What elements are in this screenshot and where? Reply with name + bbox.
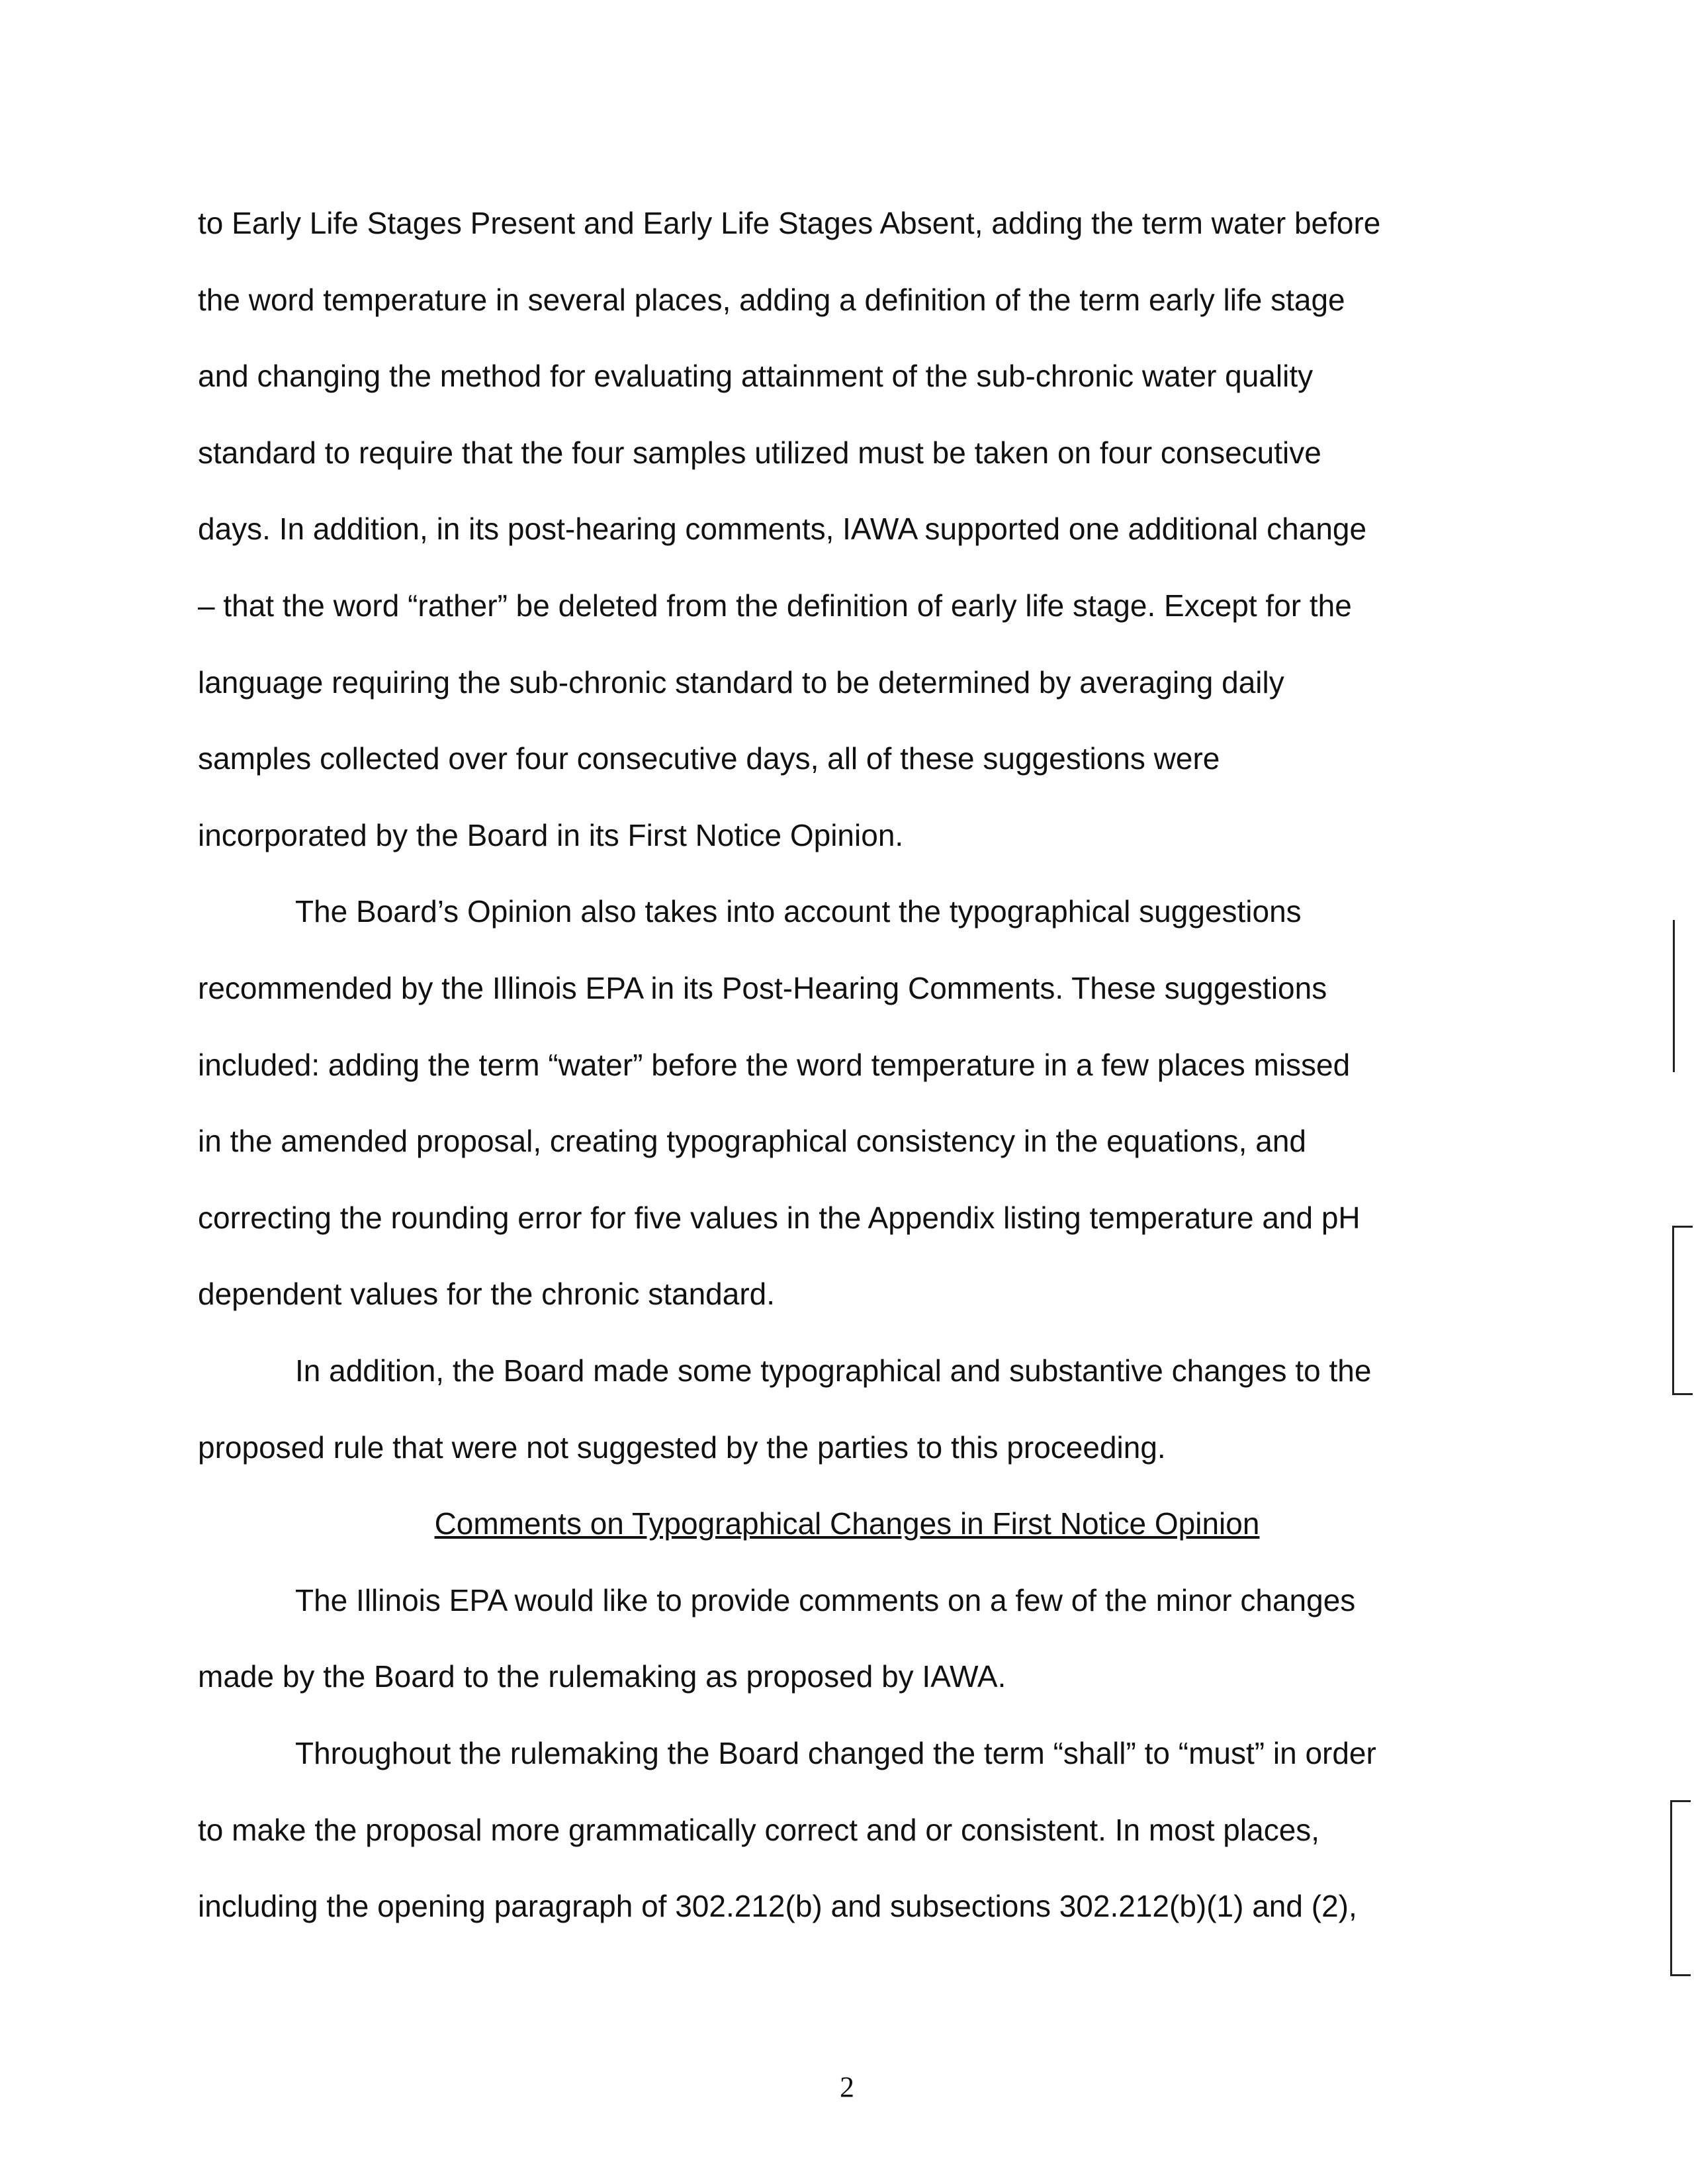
text-line: – that the word “rather” be deleted from the definition of early life stage. Except for the (198, 588, 1352, 623)
margin-mark (1673, 920, 1675, 1072)
text-line: The Board’s Opinion also takes into account the typographical suggestions (295, 894, 1302, 929)
text-line: made by the Board to the rulemaking as proposed by IAWA. (198, 1659, 1006, 1694)
text-line: Throughout the rulemaking the Board changed the term “shall” to “must” in order (295, 1736, 1376, 1770)
margin-bracket (1672, 1226, 1693, 1395)
text-line: the word temperature in several places, adding a definition of the term early life stage (198, 282, 1345, 317)
text-line: In addition, the Board made some typographical and substantive changes to the (295, 1353, 1372, 1388)
page-number: 2 (840, 2071, 854, 2103)
text-line: The Illinois EPA would like to provide comments on a few of the minor changes (295, 1582, 1356, 1617)
text-line: proposed rule that were not suggested by the parties to this proceeding. (198, 1430, 1166, 1465)
margin-bracket (1670, 1800, 1691, 1976)
section-heading: Comments on Typographical Changes in First Notice Opinion (434, 1506, 1260, 1541)
text-line: to make the proposal more grammatically correct and or consistent. In most places, (198, 1812, 1320, 1847)
text-line: dependent values for the chronic standard. (198, 1277, 776, 1312)
text-line: in the amended proposal, creating typographical consistency in the equations, and (198, 1124, 1306, 1159)
text-line: included: adding the term “water” before the word temperature in a few places missed (198, 1047, 1351, 1082)
text-line: to Early Life Stages Present and Early Life Stages Absent, adding the term water before (198, 206, 1381, 240)
text-line: correcting the rounding error for five values in the Appendix listing temperature and pH (198, 1200, 1360, 1235)
text-line: standard to require that the four samples utilized must be taken on four consecutive (198, 435, 1321, 470)
text-line: incorporated by the Board in its First Notice Opinion. (198, 817, 904, 852)
text-line: samples collected over four consecutive days, all of these suggestions were (198, 741, 1220, 776)
text-line: days. In addition, in its post-hearing comments, IAWA supported one additional change (198, 512, 1367, 547)
text-line: language requiring the sub-chronic standard to be determined by averaging daily (198, 664, 1284, 700)
text-line: including the opening paragraph of 302.212(b) and subsections 302.212(b)(1) and (2), (198, 1889, 1357, 1924)
text-line: recommended by the Illinois EPA in its Post-Hearing Comments. These suggestions (198, 971, 1327, 1005)
text-line: and changing the method for evaluating attainment of the sub-chronic water quality (198, 359, 1314, 394)
